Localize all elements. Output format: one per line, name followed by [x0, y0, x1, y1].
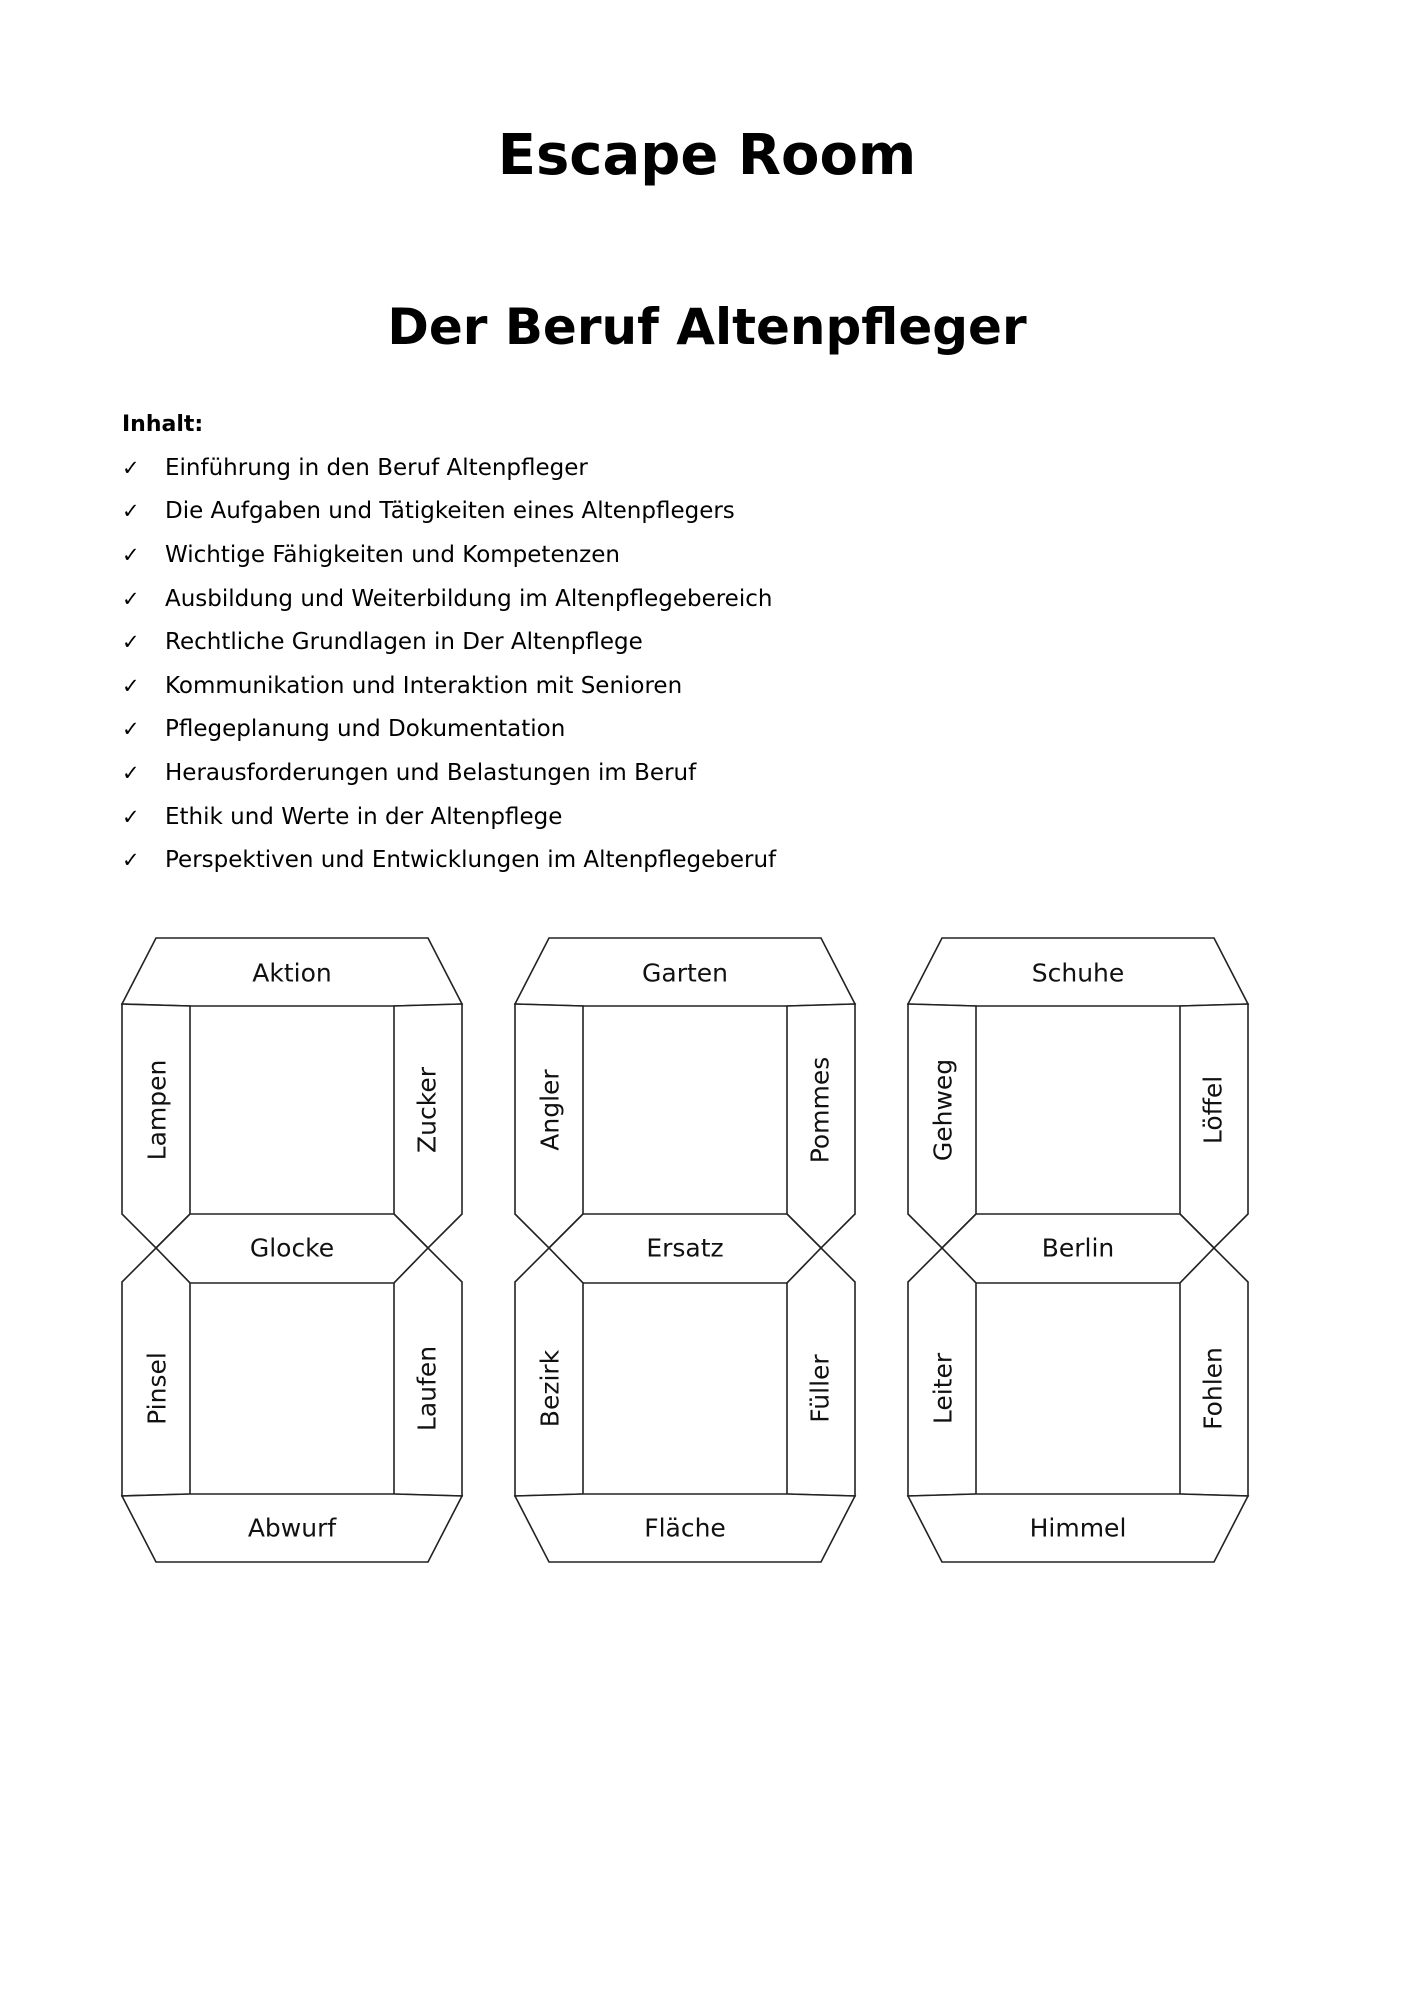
word-middle: Glocke	[249, 1233, 335, 1263]
word-middle: Berlin	[1041, 1233, 1115, 1263]
list-item-text: Kommunikation und Interaktion mit Senioren	[165, 672, 683, 699]
word-upper-left: Gehweg	[928, 1058, 958, 1162]
page-title: Escape Room	[497, 123, 917, 188]
word-bottom: Abwurf	[247, 1513, 337, 1543]
list-item-text: Perspektiven und Entwicklungen im Altenpflegeberuf	[165, 847, 777, 874]
word-top: Garten	[642, 958, 728, 988]
list-item-text: Pflegeplanung und Dokumentation	[165, 716, 566, 743]
word-lower-right: Laufen	[412, 1345, 442, 1432]
word-lower-right: Füller	[805, 1354, 835, 1423]
checkmark-icon: ✓	[122, 499, 140, 524]
word-upper-right: Zucker	[412, 1067, 442, 1153]
list-item-text: Herausforderungen und Belastungen im Beruf	[165, 759, 697, 786]
checkmark-icon: ✓	[122, 717, 140, 742]
word-upper-right: Pommes	[805, 1056, 835, 1164]
list-item-text: Ethik und Werte in der Altenpflege	[165, 803, 563, 830]
checkmark-icon: ✓	[122, 586, 140, 611]
checkmark-icon: ✓	[122, 760, 140, 785]
seven-segment-digit	[122, 938, 462, 1562]
word-lower-right: Fohlen	[1198, 1347, 1228, 1430]
checkmark-icon: ✓	[122, 804, 140, 829]
checkmark-icon: ✓	[122, 673, 140, 698]
list-item-text: Rechtliche Grundlagen in Der Altenpflege	[165, 629, 643, 656]
page-subtitle: Der Beruf Altenpfleger	[387, 298, 1027, 356]
word-bottom: Himmel	[1029, 1513, 1127, 1543]
seven-segment-digit	[515, 938, 855, 1562]
word-lower-left: Bezirk	[535, 1349, 565, 1428]
checkmark-icon: ✓	[122, 455, 140, 480]
word-upper-left: Lampen	[142, 1059, 172, 1161]
word-top: Schuhe	[1031, 958, 1125, 988]
word-lower-left: Leiter	[928, 1352, 958, 1425]
word-upper-left: Angler	[535, 1069, 565, 1151]
checkmark-icon: ✓	[122, 630, 140, 655]
word-bottom: Fläche	[644, 1513, 726, 1543]
list-item-text: Einführung in den Beruf Altenpfleger	[165, 454, 588, 481]
word-upper-right: Löffel	[1198, 1075, 1228, 1145]
word-middle: Ersatz	[646, 1233, 724, 1263]
checkmark-icon: ✓	[122, 848, 140, 873]
list-item-text: Wichtige Fähigkeiten und Kompetenzen	[165, 541, 620, 568]
checkmark-icon: ✓	[122, 542, 140, 567]
seven-segment-digit	[908, 938, 1248, 1562]
contents-heading: Inhalt:	[122, 412, 204, 437]
word-lower-left: Pinsel	[142, 1352, 172, 1425]
list-item-text: Die Aufgaben und Tätigkeiten eines Altenpflegers	[165, 498, 735, 525]
list-item-text: Ausbildung und Weiterbildung im Altenpflegebereich	[165, 585, 773, 612]
word-top: Aktion	[252, 958, 332, 988]
